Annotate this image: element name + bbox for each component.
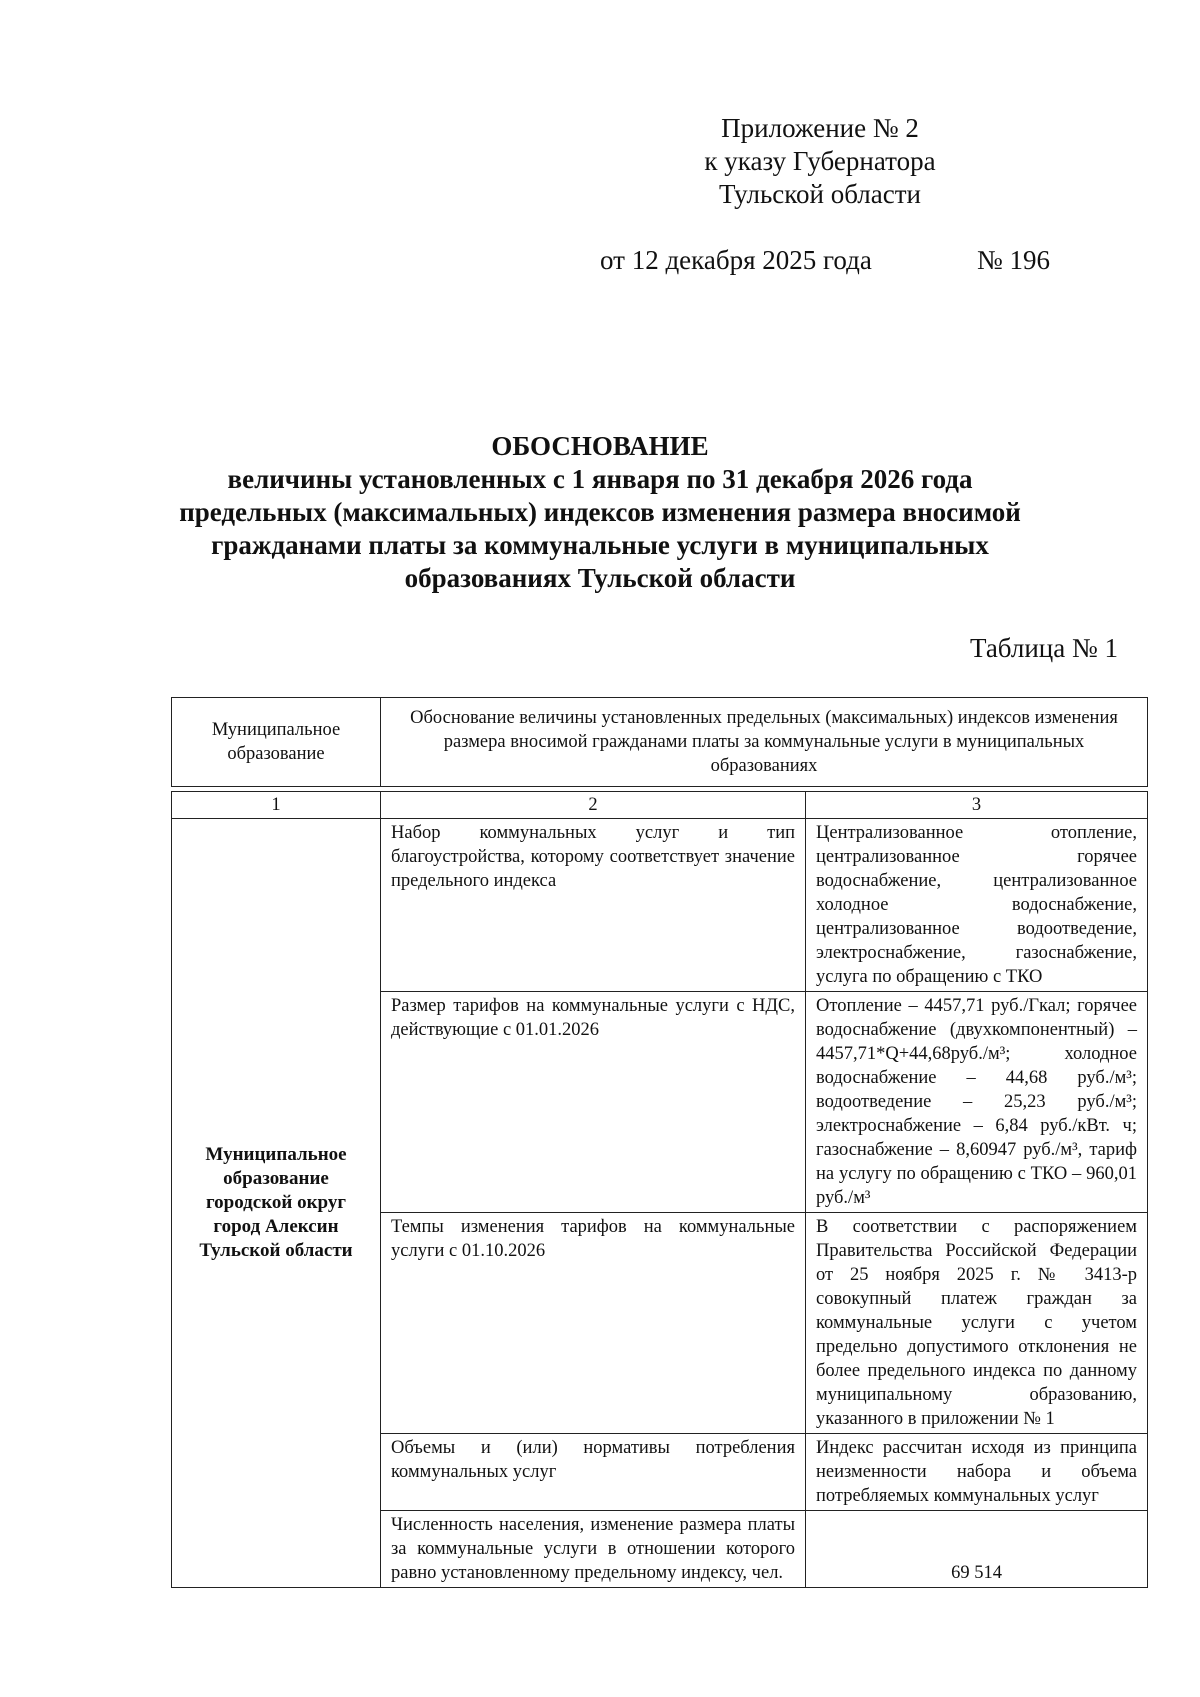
column-number: 3 (806, 792, 1148, 819)
row-parameter: Набор коммунальных услуг и тип благоустройства, которому соответствует значение предельного индекса (381, 819, 806, 992)
document-title (150, 430, 1050, 595)
attachment-line: Тульской области (719, 179, 921, 209)
row-parameter: Объемы и (или) нормативы потребления коммунальных услуг (381, 1434, 806, 1511)
title-head: ОБОСНОВАНИЕ (491, 431, 709, 461)
table-row (172, 819, 1148, 992)
attachment-line: к указу Губернатора (704, 146, 936, 176)
decree-date: от 12 декабря 2025 года (600, 245, 872, 275)
header-municipality: Муниципальное образование (172, 698, 381, 787)
title-line: величины установленных с 1 января по 31 декабря 2026 года (227, 464, 973, 494)
municipality-name: Муниципальное образование городской округ город Алексин Тульской области (172, 819, 381, 1588)
column-number-row (172, 792, 1148, 819)
row-value: Индекс рассчитан исходя из принципа неизменности набора и объема потребляемых коммунальных услуг (806, 1434, 1148, 1511)
title-line: гражданами платы за коммунальные услуги в муниципальных (211, 530, 989, 560)
decree-number: № 196 (976, 245, 1050, 275)
column-number: 2 (381, 792, 806, 819)
header-justification: Обоснование величины установленных предельных (максимальных) индексов изменения размера вносимой гражданами платы за коммунальные услуги в муниципальных образованиях (381, 698, 1148, 787)
attachment-block (700, 112, 940, 211)
justification-table (171, 697, 1148, 1588)
row-value: Централизованное отопление, централизованное горячее водоснабжение, централизованное холодное водоснабжение, централизованное водоотведение, электроснабжение, газоснабжение, услуга по обращению с ТКО (806, 819, 1148, 992)
row-parameter: Темпы изменения тарифов на коммунальные услуги с 01.10.2026 (381, 1213, 806, 1434)
title-line: предельных (максимальных) индексов изменения размера вносимой (179, 497, 1021, 527)
row-value: 69 514 (806, 1511, 1148, 1588)
decree-line (600, 245, 1050, 276)
attachment-line: Приложение № 2 (721, 113, 919, 143)
table-header-row (172, 698, 1148, 787)
row-value: Отопление – 4457,71 руб./Гкал; горячее водоснабжение (двухкомпонентный) – 4457,71*Q+44,68руб./м³; холодное водоснабжение – 44,68 руб./м³; водоотведение – 25,23 руб./м³; электроснабжение – 6,84 руб./кВт. ч; газоснабжение – 8,60947 руб./м³, тариф на услугу по обращению с ТКО – 960,01 руб./м³ (806, 992, 1148, 1213)
column-number: 1 (172, 792, 381, 819)
title-line: образованиях Тульской области (404, 563, 796, 593)
row-value: В соответствии с распоряжением Правительства Российской Федерации от 25 ноября 2025 г. № 3413-р совокупный платеж граждан за коммунальные услуги с учетом предельно допустимого отклонения не более предельного индекса по данному муниципальному образованию, указанного в приложении № 1 (806, 1213, 1148, 1434)
row-parameter: Численность населения, изменение размера платы за коммунальные услуги в отношении которого равно установленному предельному индексу, чел. (381, 1511, 806, 1588)
table-label: Таблица № 1 (970, 633, 1118, 663)
row-parameter: Размер тарифов на коммунальные услуги с НДС, действующие с 01.01.2026 (381, 992, 806, 1213)
